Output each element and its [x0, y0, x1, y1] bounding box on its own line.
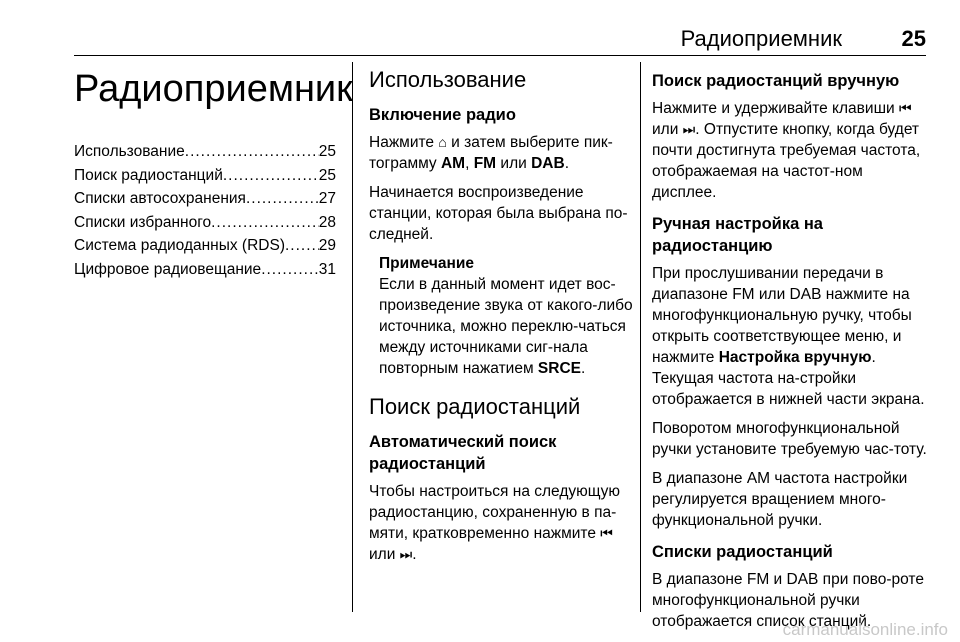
- column-divider: [352, 62, 353, 612]
- paragraph: В диапазоне AM частота настройки регулируется вращением много-функциональной ручки.: [652, 470, 908, 529]
- toc-label: Система радиоданных (RDS): [74, 237, 285, 254]
- note: [379, 253, 635, 379]
- subheading-manual-tune: Ручная настройка на радиостанцию: [652, 215, 823, 255]
- paragraph: В диапазоне FM и DAB при пово-роте многофункциональной ручки отображается список станций.: [652, 571, 924, 630]
- right-column: [652, 60, 928, 640]
- toc-item[interactable]: [74, 211, 336, 235]
- toc-item[interactable]: [74, 234, 336, 258]
- watermark: carmanualsonline.info: [782, 620, 948, 639]
- paragraph: Нажмите и удерживайте клавиши ⏮ или ⏭. Отпустите кнопку, когда будет почти достигнута требуемая частота, отображаемая на частот-ном дисплее.: [652, 100, 921, 201]
- toc-page: 29: [318, 237, 336, 254]
- paragraph: При прослушивании передачи в диапазоне FM или DAB нажмите на многофункциональную ручку, чтобы открыть соответствующее меню, и нажмите Настройка вручную. Текущая частота на-стройки отображается в нижней части экрана.: [652, 265, 925, 408]
- toc-item[interactable]: [74, 187, 336, 211]
- toc-item[interactable]: [74, 258, 336, 282]
- toc-label: Цифровое радиовещание: [74, 260, 262, 278]
- toc-page: 25: [318, 166, 336, 184]
- middle-column: [369, 60, 635, 573]
- header-title: Радиоприемник: [680, 26, 842, 51]
- toc-item[interactable]: [74, 164, 336, 188]
- header-rule: [74, 55, 926, 56]
- section-heading-search: Поиск радиостанций: [369, 394, 581, 419]
- paragraph: Начинается воспроизведение станции, которая была выбрана по-следней.: [369, 184, 628, 243]
- subheading-station-lists: Списки радиостанций: [652, 543, 833, 561]
- seek-forward-icon: ⏭: [682, 121, 696, 137]
- toc-page: 28: [318, 213, 336, 231]
- column-divider: [640, 62, 641, 612]
- paragraph: Нажмите ⌂ и затем выберите пик-тограмму AM, FM или DAB.: [369, 134, 613, 172]
- section-heading-usage: Использование: [369, 67, 527, 92]
- chapter-title: Радиоприемник: [74, 68, 353, 110]
- toc-label: Использование: [74, 143, 185, 160]
- left-column: [74, 60, 353, 281]
- toc-item[interactable]: [74, 140, 336, 164]
- seek-forward-icon: ⏭: [399, 546, 413, 562]
- note-text: Если в данный момент идет вос-произведение звука от какого-либо источника, можно переклю-чаться между источниками сиг-нала повторным нажатием SRCE.: [379, 276, 633, 377]
- subheading-manual-search: Поиск радиостанций вручную: [652, 72, 900, 90]
- subheading-auto-search: Автоматический поиск радиостанций: [369, 433, 557, 473]
- toc-label: Списки избранного: [74, 213, 212, 231]
- toc-page: 25: [318, 143, 336, 160]
- toc-label: Списки автосохранения: [74, 190, 246, 207]
- paragraph: Поворотом многофункциональной ручки установите требуемую час-тоту.: [652, 420, 927, 458]
- page-number: 25: [901, 26, 926, 51]
- note-heading: Примечание: [379, 255, 474, 272]
- seek-back-icon: ⏮: [898, 100, 912, 116]
- table-of-contents: [74, 140, 336, 281]
- seek-back-icon: ⏮: [600, 525, 613, 541]
- subheading-radio-on: Включение радио: [369, 106, 516, 124]
- toc-page: 27: [318, 190, 336, 207]
- toc-page: 31: [318, 260, 336, 278]
- home-icon: ⌂: [438, 134, 447, 150]
- paragraph: Чтобы настроиться на следующую радиостанцию, сохраненную в па-мяти, кратковременно нажмите ⏮ или ⏭.: [369, 483, 621, 563]
- toc-label: Поиск радиостанций: [74, 166, 223, 184]
